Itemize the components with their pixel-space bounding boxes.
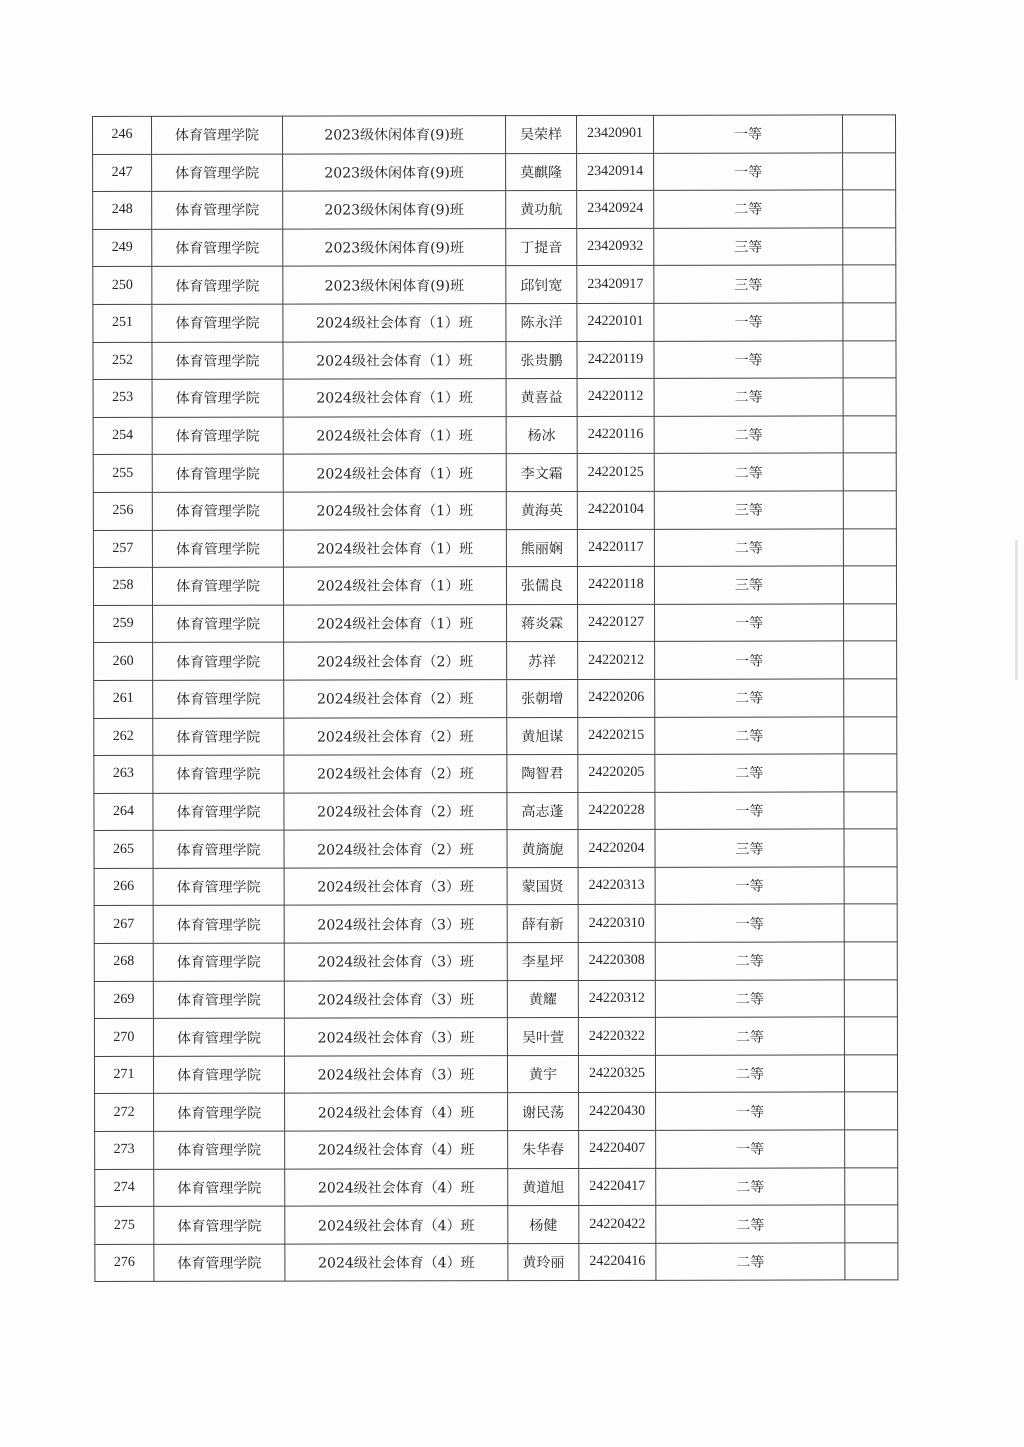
class-cell: 2024级社会体育（2）班 [284, 642, 507, 680]
student-name-cell: 陈永洋 [506, 303, 577, 341]
class-cell: 2024级社会体育（1）班 [283, 529, 506, 567]
award-grade-cell: 二等 [655, 942, 844, 980]
row-number: 274 [95, 1169, 154, 1207]
student-name-cell: 黄道旭 [508, 1168, 579, 1206]
class-cell: 2024级社会体育（3）班 [284, 1055, 507, 1093]
table-row [94, 867, 897, 906]
student-name-cell: 丁提音 [506, 228, 577, 266]
award-grade-cell: 二等 [655, 754, 844, 792]
student-name-cell: 李文霜 [506, 454, 577, 492]
class-cell: 2024级社会体育（2）班 [284, 755, 507, 793]
student-name-cell: 吴叶萱 [507, 1018, 578, 1056]
remark-cell [845, 1205, 898, 1243]
remark-cell [844, 792, 897, 830]
table-row [94, 754, 897, 793]
student-name-cell: 张儒良 [506, 567, 577, 605]
row-number: 273 [95, 1131, 154, 1169]
remark-cell [844, 829, 897, 867]
student-name-cell: 黄功航 [506, 191, 577, 229]
class-cell: 2024级社会体育（4）班 [285, 1131, 508, 1169]
award-table [92, 114, 898, 1282]
row-number: 255 [93, 455, 152, 493]
student-id-cell: 24220212 [578, 642, 655, 680]
college-cell: 体育管理学院 [152, 379, 283, 417]
remark-cell [844, 641, 897, 679]
award-grade-cell: 一等 [654, 303, 843, 341]
remark-cell [844, 867, 897, 905]
college-cell: 体育管理学院 [153, 605, 284, 643]
class-cell: 2024级社会体育（2）班 [284, 717, 507, 755]
student-id-cell: 24220104 [577, 491, 654, 529]
row-number: 253 [93, 380, 152, 418]
row-number: 250 [93, 267, 152, 305]
award-grade-cell: 二等 [654, 378, 843, 416]
college-cell: 体育管理学院 [153, 793, 284, 831]
college-cell: 体育管理学院 [153, 943, 284, 981]
class-cell: 2024级社会体育（3）班 [284, 980, 507, 1018]
remark-cell [845, 1243, 898, 1281]
row-number: 259 [94, 605, 153, 643]
class-cell: 2024级社会体育（2）班 [284, 792, 507, 830]
student-name-cell: 黄玲丽 [508, 1243, 579, 1281]
table-row [93, 115, 896, 154]
row-number: 264 [94, 793, 153, 831]
remark-cell [843, 228, 896, 266]
row-number: 261 [94, 680, 153, 718]
award-grade-cell: 一等 [654, 340, 843, 378]
college-cell: 体育管理学院 [152, 567, 283, 605]
college-cell: 体育管理学院 [152, 229, 283, 267]
award-table-container [92, 114, 894, 1282]
student-id-cell: 24220101 [577, 303, 654, 341]
award-grade-cell: 二等 [655, 716, 844, 754]
row-number: 246 [93, 116, 152, 154]
class-cell: 2024级社会体育（2）班 [284, 830, 507, 868]
table-row [95, 1130, 898, 1169]
student-id-cell: 23420914 [577, 153, 654, 191]
student-name-cell: 苏祥 [507, 642, 578, 680]
table-row [93, 491, 896, 530]
table-row [93, 528, 896, 567]
award-grade-cell: 三等 [654, 228, 843, 266]
table-row [95, 1167, 898, 1206]
college-cell: 体育管理学院 [153, 830, 284, 868]
award-grade-cell: 二等 [654, 190, 843, 228]
remark-cell [843, 491, 896, 529]
row-number: 252 [93, 342, 152, 380]
college-cell: 体育管理学院 [153, 680, 284, 718]
remark-cell [844, 979, 897, 1017]
remark-cell [843, 416, 896, 454]
row-number: 270 [94, 1019, 153, 1057]
award-grade-cell: 二等 [655, 980, 844, 1018]
student-name-cell: 杨冰 [506, 416, 577, 454]
student-id-cell: 24220312 [578, 980, 655, 1018]
table-row [94, 679, 897, 718]
college-cell: 体育管理学院 [154, 1094, 285, 1132]
student-name-cell: 黄旖旎 [507, 830, 578, 868]
scan-edge-mark [1015, 540, 1018, 680]
class-cell: 2024级社会体育（1）班 [284, 604, 507, 642]
student-name-cell: 朱华春 [508, 1131, 579, 1169]
class-cell: 2024级社会体育（1）班 [283, 492, 506, 530]
student-id-cell: 23420917 [577, 266, 654, 304]
student-name-cell: 高志蓬 [507, 792, 578, 830]
remark-cell [844, 904, 897, 942]
remark-cell [844, 716, 897, 754]
award-grade-cell: 一等 [654, 153, 843, 191]
college-cell: 体育管理学院 [152, 154, 283, 192]
remark-cell [843, 340, 896, 378]
award-grade-cell: 三等 [654, 491, 843, 529]
table-row [95, 1243, 898, 1282]
table-row [93, 340, 896, 379]
student-name-cell: 吴荣样 [506, 115, 577, 153]
student-id-cell: 24220430 [579, 1093, 656, 1131]
student-name-cell: 邱钊宽 [506, 266, 577, 304]
student-id-cell: 24220125 [577, 454, 654, 492]
student-id-cell: 23420924 [577, 191, 654, 229]
college-cell: 体育管理学院 [153, 1056, 284, 1094]
award-grade-cell: 二等 [655, 679, 844, 717]
college-cell: 体育管理学院 [152, 530, 283, 568]
award-grade-cell: 一等 [656, 1130, 845, 1168]
college-cell: 体育管理学院 [153, 981, 284, 1019]
college-cell: 体育管理学院 [153, 755, 284, 793]
row-number: 267 [94, 906, 153, 944]
class-cell: 2024级社会体育（1）班 [283, 341, 506, 379]
row-number: 249 [93, 229, 152, 267]
row-number: 265 [94, 831, 153, 869]
award-grade-cell: 一等 [655, 867, 844, 905]
remark-cell [844, 942, 897, 980]
college-cell: 体育管理学院 [152, 116, 283, 154]
student-name-cell: 蒙国贤 [507, 867, 578, 905]
student-name-cell: 李星坪 [507, 943, 578, 981]
student-id-cell: 24220407 [579, 1130, 656, 1168]
award-grade-cell: 二等 [656, 1168, 845, 1206]
row-number: 248 [93, 192, 152, 230]
student-id-cell: 24220417 [579, 1168, 656, 1206]
class-cell: 2024级社会体育（1）班 [283, 416, 506, 454]
award-grade-cell: 三等 [654, 566, 843, 604]
class-cell: 2024级社会体育（1）班 [283, 567, 506, 605]
class-cell: 2024级社会体育（4）班 [285, 1243, 508, 1281]
college-cell: 体育管理学院 [154, 1131, 285, 1169]
table-row [94, 979, 897, 1018]
student-name-cell: 黄海英 [506, 491, 577, 529]
award-grade-cell: 二等 [654, 453, 843, 491]
college-cell: 体育管理学院 [152, 304, 283, 342]
student-name-cell: 薛有新 [507, 905, 578, 943]
award-grade-cell: 一等 [656, 1092, 845, 1130]
college-cell: 体育管理学院 [152, 417, 283, 455]
student-id-cell: 24220204 [578, 830, 655, 868]
college-cell: 体育管理学院 [152, 342, 283, 380]
remark-cell [843, 265, 896, 303]
student-id-cell: 24220422 [579, 1206, 656, 1244]
award-grade-cell: 三等 [654, 265, 843, 303]
remark-cell [844, 1055, 897, 1093]
row-number: 254 [93, 417, 152, 455]
student-id-cell: 24220205 [578, 754, 655, 792]
row-number: 247 [93, 154, 152, 192]
college-cell: 体育管理学院 [153, 718, 284, 756]
student-id-cell: 24220116 [577, 416, 654, 454]
class-cell: 2023级休闲体育(9)班 [283, 191, 506, 229]
remark-cell [845, 1092, 898, 1130]
table-row [93, 416, 896, 455]
row-number: 271 [94, 1056, 153, 1094]
table-row [93, 303, 896, 342]
student-id-cell: 24220308 [578, 942, 655, 980]
student-id-cell: 24220118 [577, 566, 654, 604]
student-id-cell: 24220416 [579, 1243, 656, 1281]
student-id-cell: 24220127 [578, 604, 655, 642]
student-id-cell: 24220310 [578, 905, 655, 943]
student-id-cell: 24220112 [577, 378, 654, 416]
class-cell: 2023级休闲体育(9)班 [283, 153, 506, 191]
table-row [94, 829, 897, 868]
college-cell: 体育管理学院 [153, 868, 284, 906]
class-cell: 2024级社会体育（3）班 [284, 905, 507, 943]
class-cell: 2023级休闲体育(9)班 [283, 228, 506, 266]
table-row [95, 1092, 898, 1131]
student-name-cell: 黄宇 [507, 1055, 578, 1093]
award-grade-cell: 一等 [655, 792, 844, 830]
student-name-cell: 谢民荡 [508, 1093, 579, 1131]
row-number: 260 [94, 643, 153, 681]
student-name-cell: 张朝增 [507, 679, 578, 717]
class-cell: 2024级社会体育（4）班 [285, 1168, 508, 1206]
college-cell: 体育管理学院 [154, 1244, 285, 1282]
student-name-cell: 黄耀 [507, 980, 578, 1018]
class-cell: 2024级社会体育（3）班 [284, 1018, 507, 1056]
remark-cell [844, 679, 897, 717]
class-cell: 2024级社会体育（4）班 [285, 1206, 508, 1244]
class-cell: 2024级社会体育（3）班 [284, 868, 507, 906]
student-id-cell: 23420901 [577, 115, 654, 153]
student-name-cell: 陶智君 [507, 755, 578, 793]
student-name-cell: 杨健 [508, 1206, 579, 1244]
row-number: 257 [93, 530, 152, 568]
student-name-cell: 莫麒隆 [506, 153, 577, 191]
student-name-cell: 张贵鹏 [506, 341, 577, 379]
college-cell: 体育管理学院 [153, 1018, 284, 1056]
row-number: 266 [94, 868, 153, 906]
college-cell: 体育管理学院 [154, 1169, 285, 1207]
table-row [93, 566, 896, 605]
row-number: 251 [93, 304, 152, 342]
row-number: 268 [94, 943, 153, 981]
table-row [93, 453, 896, 492]
table-row [94, 904, 897, 943]
row-number: 272 [95, 1094, 154, 1132]
remark-cell [842, 115, 895, 153]
student-name-cell: 黄喜益 [506, 379, 577, 417]
row-number: 256 [93, 492, 152, 530]
college-cell: 体育管理学院 [152, 266, 283, 304]
student-name-cell: 熊丽娴 [506, 529, 577, 567]
table-row [93, 228, 896, 267]
award-grade-cell: 二等 [655, 1055, 844, 1093]
remark-cell [843, 453, 896, 491]
student-id-cell: 24220206 [578, 679, 655, 717]
remark-cell [843, 566, 896, 604]
student-id-cell: 24220325 [578, 1055, 655, 1093]
table-row [94, 792, 897, 831]
class-cell: 2024级社会体育（3）班 [284, 943, 507, 981]
college-cell: 体育管理学院 [152, 454, 283, 492]
college-cell: 体育管理学院 [153, 906, 284, 944]
table-row [94, 1017, 897, 1056]
class-cell: 2024级社会体育（4）班 [285, 1093, 508, 1131]
student-id-cell: 24220215 [578, 717, 655, 755]
remark-cell [843, 303, 896, 341]
remark-cell [845, 1130, 898, 1168]
award-grade-cell: 一等 [655, 641, 844, 679]
award-grade-cell: 二等 [656, 1243, 845, 1281]
award-grade-cell: 一等 [653, 115, 842, 153]
row-number: 269 [94, 981, 153, 1019]
student-name-cell: 黄旭谋 [507, 717, 578, 755]
row-number: 262 [94, 718, 153, 756]
table-row [94, 942, 897, 981]
class-cell: 2024级社会体育（2）班 [284, 680, 507, 718]
row-number: 258 [93, 567, 152, 605]
award-grade-cell: 三等 [655, 829, 844, 867]
row-number: 275 [95, 1207, 154, 1245]
student-name-cell: 蒋炎霖 [507, 604, 578, 642]
row-number: 276 [95, 1244, 154, 1282]
table-row [95, 1205, 898, 1244]
class-cell: 2023级休闲体育(9)班 [283, 116, 506, 154]
remark-cell [843, 378, 896, 416]
award-grade-cell: 二等 [654, 528, 843, 566]
college-cell: 体育管理学院 [152, 492, 283, 530]
student-id-cell: 23420932 [577, 228, 654, 266]
class-cell: 2024级社会体育（1）班 [283, 454, 506, 492]
table-row [94, 641, 897, 680]
student-id-cell: 24220313 [578, 867, 655, 905]
award-grade-cell: 二等 [656, 1205, 845, 1243]
class-cell: 2024级社会体育（1）班 [283, 379, 506, 417]
remark-cell [843, 152, 896, 190]
remark-cell [843, 190, 896, 228]
award-grade-cell: 二等 [655, 1017, 844, 1055]
table-row [93, 378, 896, 417]
college-cell: 体育管理学院 [152, 191, 283, 229]
student-id-cell: 24220228 [578, 792, 655, 830]
class-cell: 2024级社会体育（1）班 [283, 304, 506, 342]
student-id-cell: 24220119 [577, 341, 654, 379]
college-cell: 体育管理学院 [153, 642, 284, 680]
class-cell: 2023级休闲体育(9)班 [283, 266, 506, 304]
award-grade-cell: 二等 [654, 416, 843, 454]
award-grade-cell: 一等 [655, 604, 844, 642]
remark-cell [845, 1167, 898, 1205]
row-number: 263 [94, 755, 153, 793]
remark-cell [844, 1017, 897, 1055]
award-grade-cell: 一等 [655, 904, 844, 942]
table-row [94, 1055, 897, 1094]
table-row [93, 265, 896, 304]
student-id-cell: 24220322 [578, 1018, 655, 1056]
remark-cell [843, 528, 896, 566]
table-row [94, 716, 897, 755]
college-cell: 体育管理学院 [154, 1206, 285, 1244]
table-row [94, 604, 897, 643]
table-row [93, 190, 896, 229]
award-table-body [93, 115, 898, 1282]
remark-cell [844, 754, 897, 792]
remark-cell [844, 604, 897, 642]
student-id-cell: 24220117 [577, 529, 654, 567]
table-row [93, 152, 896, 191]
